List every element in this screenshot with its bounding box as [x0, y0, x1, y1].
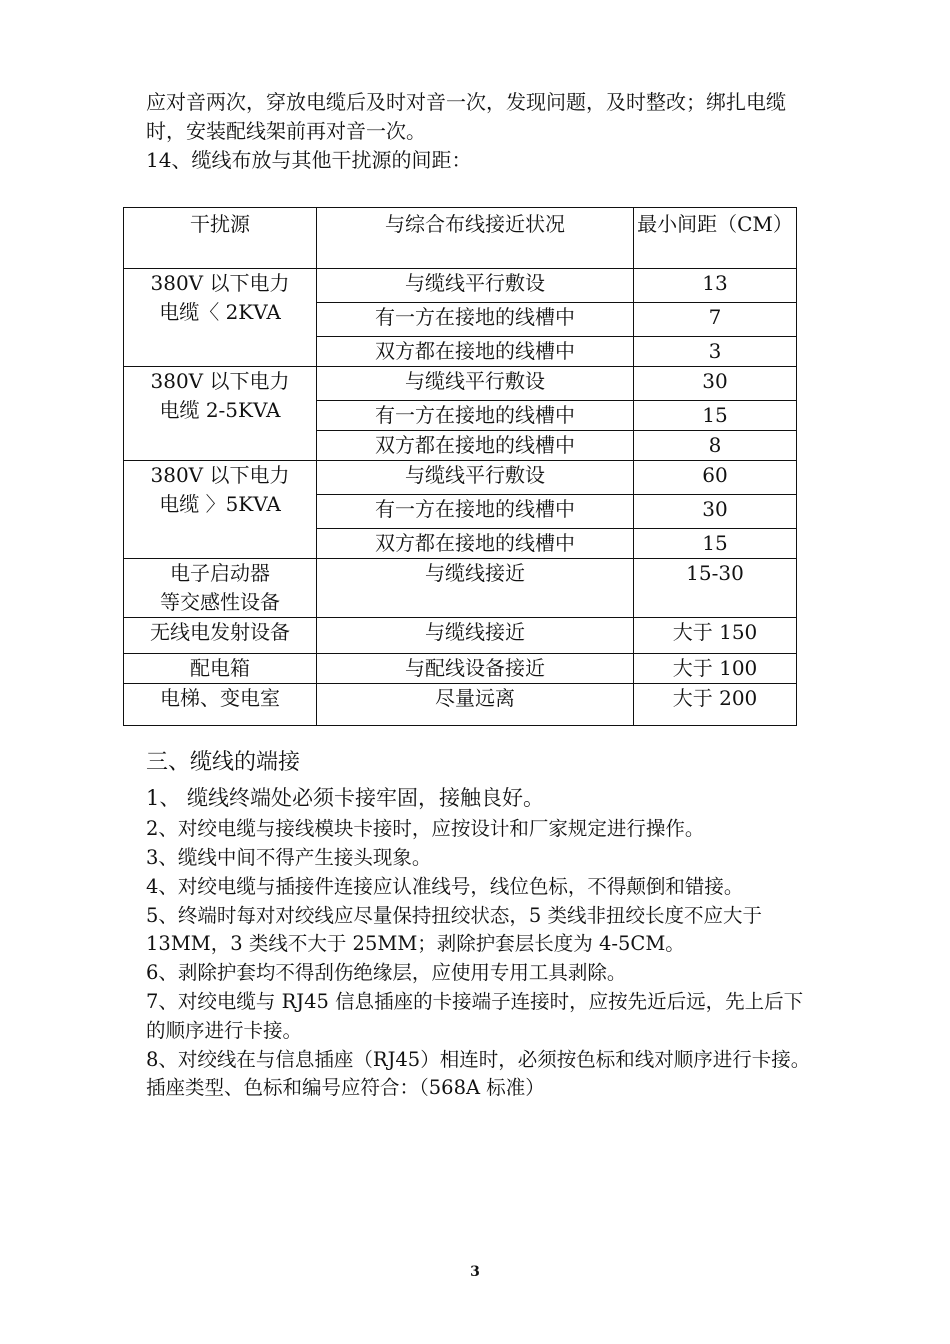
condition-cell: 双方都在接地的线槽中 [317, 431, 634, 461]
header-source: 干扰源 [124, 208, 317, 269]
condition-cell: 与缆线接近 [317, 559, 634, 618]
condition-cell: 与缆线接近 [317, 618, 634, 654]
table-row [124, 461, 797, 495]
intro-paragraph: 应对音两次，穿放电缆后及时对音一次，发现问题，及时整改；绑扎电缆时，安装配线架前再对音一次。 [146, 90, 786, 143]
condition-cell: 与缆线平行敷设 [317, 269, 634, 303]
condition-cell: 与缆线平行敷设 [317, 367, 634, 401]
distance-cell: 大于 200 [634, 684, 797, 726]
condition-cell: 双方都在接地的线槽中 [317, 529, 634, 559]
list-item: 3、缆线中间不得产生接头现象。 [146, 845, 432, 869]
source-cell: 电梯、变电室 [124, 684, 317, 726]
distance-cell: 15 [634, 401, 797, 431]
condition-cell: 有一方在接地的线槽中 [317, 495, 634, 529]
source-cell: 380V 以下电力 电缆 〉5KVA [124, 461, 317, 559]
list-item: 5、终端时每对对绞线应尽量保持扭绞状态，5 类线非扭绞长度不应大于 13MM，3 类线不大于 25MM；剥除护套层长度为 4-5CM。 [146, 903, 763, 956]
distance-cell: 15-30 [634, 559, 797, 618]
source-cell: 380V 以下电力 电缆〈 2KVA [124, 269, 317, 367]
condition-cell: 双方都在接地的线槽中 [317, 337, 634, 367]
source-cell: 电子启动器 等交感性设备 [124, 559, 317, 618]
distance-cell: 大于 100 [634, 654, 797, 684]
condition-cell: 与配线设备接近 [317, 654, 634, 684]
list-item: 8、对绞线在与信息插座（RJ45）相连时，必须按色标和线对顺序进行卡接。插座类型、色标和编号应符合：（568A 标准） [146, 1047, 811, 1100]
list-item: 1、 缆线终端处必须卡接牢固，接触良好。 [146, 786, 545, 810]
list-item: 7、对绞电缆与 RJ45 信息插座的卡接端子连接时，应按先近后远，先上后下的顺序进行卡接。 [146, 990, 804, 1042]
distance-cell: 13 [634, 269, 797, 303]
table-row [124, 684, 797, 726]
distance-cell: 30 [634, 367, 797, 401]
table-row [124, 559, 797, 618]
condition-cell: 有一方在接地的线槽中 [317, 303, 634, 337]
section-3-title: 三、缆线的端接 [146, 750, 301, 775]
distance-cell: 8 [634, 431, 797, 461]
distance-cell: 7 [634, 303, 797, 337]
source-cell: 无线电发射设备 [124, 618, 317, 654]
interference-spacing-table [123, 207, 797, 726]
header-condition: 与综合布线接近状况 [317, 208, 634, 269]
item-14-heading: 14、缆线布放与其他干扰源的间距： [146, 148, 472, 172]
condition-cell: 有一方在接地的线槽中 [317, 401, 634, 431]
source-cell: 配电箱 [124, 654, 317, 684]
table-row [124, 269, 797, 303]
list-item: 4、对绞电缆与插接件连接应认准线号，线位色标，不得颠倒和错接。 [146, 874, 744, 898]
distance-cell: 15 [634, 529, 797, 559]
table-row [124, 367, 797, 401]
condition-cell: 与缆线平行敷设 [317, 461, 634, 495]
table-row [124, 654, 797, 684]
distance-cell: 60 [634, 461, 797, 495]
list-item: 2、对绞电缆与接线模块卡接时，应按设计和厂家规定进行操作。 [146, 816, 705, 840]
page-number: 3 [470, 1264, 480, 1280]
distance-cell: 30 [634, 495, 797, 529]
source-cell: 380V 以下电力 电缆 2-5KVA [124, 367, 317, 461]
distance-cell: 3 [634, 337, 797, 367]
section-3-list [146, 784, 816, 1103]
table-header-row [124, 208, 797, 269]
list-item: 6、剥除护套均不得刮伤绝缘层，应使用专用工具剥除。 [146, 961, 627, 985]
condition-cell: 尽量远离 [317, 684, 634, 726]
table-row [124, 618, 797, 654]
distance-cell: 大于 150 [634, 618, 797, 654]
header-distance: 最小间距（CM） [634, 208, 797, 269]
